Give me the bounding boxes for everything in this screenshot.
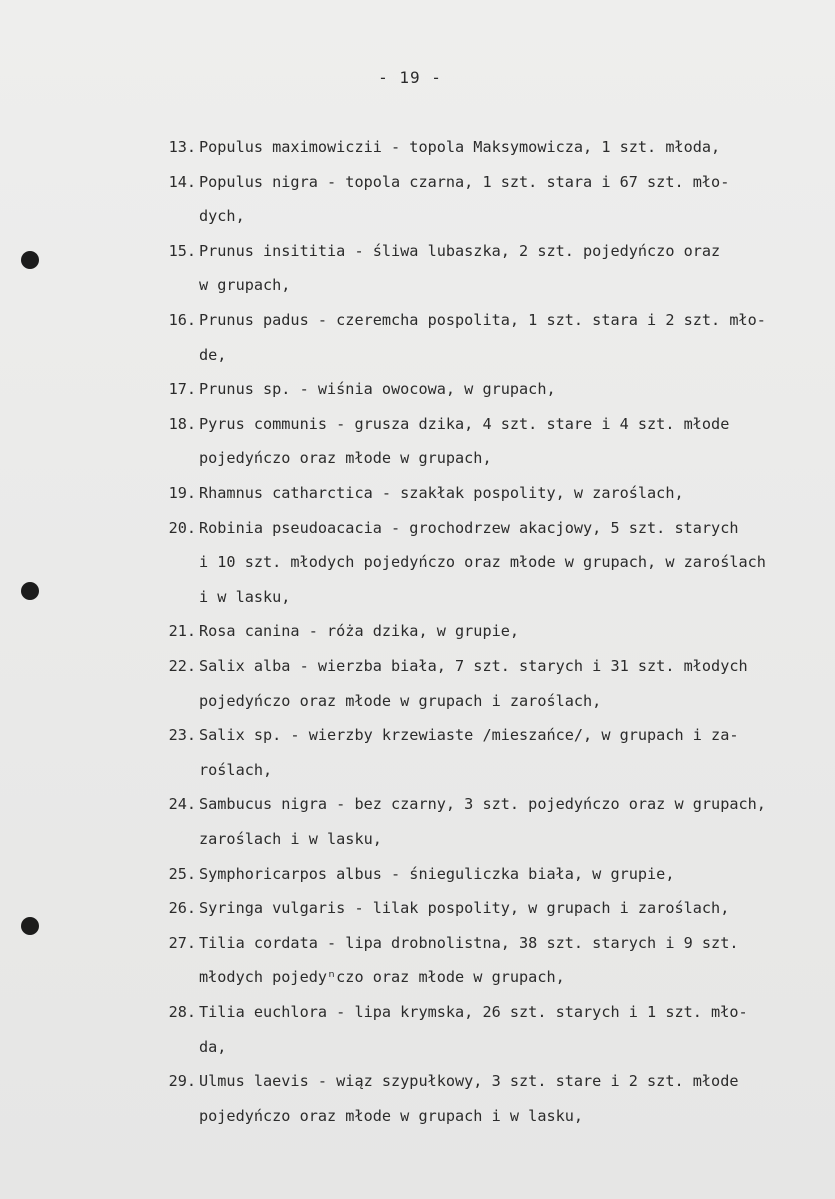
- entry-text-line: zaroślach i w lasku,: [199, 829, 382, 848]
- entry-number: 25.: [168, 864, 196, 883]
- entry-number: 26.: [168, 899, 196, 918]
- entry-text-line: Rhamnus catharctica - szakłak pospolity, w zaroślach,: [199, 484, 684, 502]
- entry-text-line: Robinia pseudoacacia - grochodrzew akacjowy, 5 szt. starych: [199, 518, 739, 537]
- entry-text-line: Syringa vulgaris - lilak pospolity, w grupach i zaroślach,: [199, 899, 730, 918]
- entry-text-line: młodych pojedyⁿczo oraz młode w grupach,: [199, 968, 565, 987]
- punch-hole-middle: [21, 582, 39, 600]
- entry-text-line: Ulmus laevis - wiąz szypułkowy, 3 szt. stare i 2 szt. młode: [199, 1072, 739, 1091]
- entry-text-line: Populus nigra - topola czarna, 1 szt. stara i 67 szt. mło-: [199, 172, 730, 191]
- entry-text-line: Tilia euchlora - lipa krymska, 26 szt. starych i 1 szt. mło-: [199, 1003, 748, 1021]
- entry-text-line: dych,: [199, 207, 245, 226]
- entry-text-line: Salix sp. - wierzby krzewiaste /mieszańce/, w grupach i za-: [199, 726, 739, 745]
- entry-text-line: i w lasku,: [199, 587, 291, 606]
- entry-text-line: pojedyńczo oraz młode w grupach,: [199, 449, 492, 468]
- entry-text-line: Populus maximowiczii - topola Maksymowicza, 1 szt. młoda,: [199, 138, 721, 156]
- entry-text-line: Rosa canina - róża dzika, w grupie,: [199, 622, 520, 641]
- entry-number: 14.: [168, 172, 196, 191]
- entry-text-line: w grupach,: [199, 276, 291, 295]
- page-number: - 19 -: [378, 68, 442, 87]
- entry-text-line: de,: [199, 345, 227, 364]
- entry-number: 24.: [168, 795, 196, 814]
- entry-text-line: Pyrus communis - grusza dzika, 4 szt. stare i 4 szt. młode: [199, 414, 730, 433]
- entry-text-line: Sambucus nigra - bez czarny, 3 szt. pojedyńczo oraz w grupach,: [199, 795, 766, 814]
- entry-text-line: Symphoricarpos albus - śnieguliczka biała, w grupie,: [199, 864, 675, 883]
- entry-number: 28.: [168, 1003, 196, 1021]
- entry-text-line: pojedyńczo oraz młode w grupach i zaroślach,: [199, 691, 602, 710]
- entry-text-line: i 10 szt. młodych pojedyńczo oraz młode w grupach, w zaroślach: [199, 553, 766, 572]
- entry-text-line: Tilia cordata - lipa drobnolistna, 38 szt. starych i 9 szt.: [199, 933, 739, 952]
- entry-text-line: roślach,: [199, 760, 273, 779]
- entry-number: 16.: [168, 311, 196, 329]
- entry-text-line: Prunus padus - czeremcha pospolita, 1 szt. stara i 2 szt. mło-: [199, 311, 766, 329]
- entry-number: 22.: [168, 657, 196, 675]
- entry-number: 19.: [168, 484, 196, 502]
- entry-number: 17.: [168, 380, 196, 399]
- entry-text-line: pojedyńczo oraz młode w grupach i w lasku,: [199, 1106, 584, 1125]
- entry-number: 29.: [168, 1072, 196, 1091]
- entry-number: 20.: [168, 518, 196, 537]
- entry-number: 21.: [168, 622, 196, 641]
- entry-number: 15.: [168, 241, 196, 260]
- entry-number: 27.: [168, 933, 196, 952]
- entry-text-line: Prunus sp. - wiśnia owocowa, w grupach,: [199, 380, 556, 399]
- entry-number: 13.: [168, 138, 196, 156]
- punch-hole-bottom: [21, 917, 39, 935]
- entry-text-line: Prunus insititia - śliwa lubaszka, 2 szt. pojedyńczo oraz: [199, 241, 721, 260]
- entry-number: 18.: [168, 414, 196, 433]
- entry-text-line: da,: [199, 1037, 227, 1056]
- entry-text-line: Salix alba - wierzba biała, 7 szt. starych i 31 szt. młodych: [199, 657, 748, 675]
- entry-number: 23.: [168, 726, 196, 745]
- punch-hole-top: [21, 251, 39, 269]
